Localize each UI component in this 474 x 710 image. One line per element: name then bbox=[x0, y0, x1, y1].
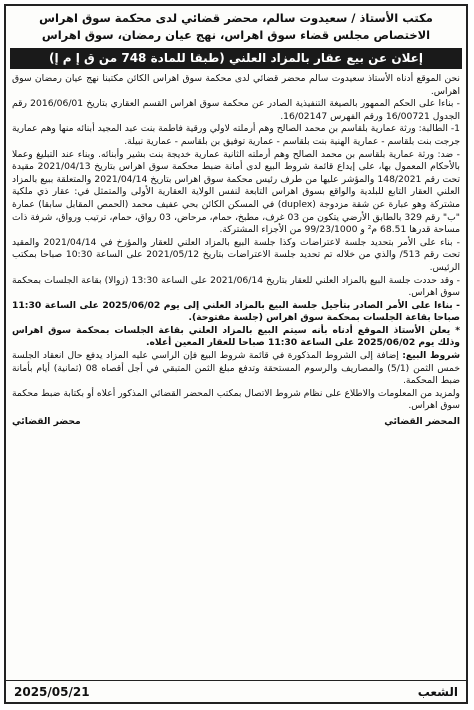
notice-title-banner: إعلان عن بيع عقار بالمزاد العلني (طبقا للمادة 748 من ق إ م إ) bbox=[10, 48, 462, 69]
signature-label: المحضر القضائي bbox=[384, 416, 460, 428]
sale-terms-label: شروط البيع: bbox=[402, 350, 460, 362]
judgment-paragraph: - بناءا على الحكم الممهور بالصيغة التنفيذية الصادر عن محكمة سوق اهراس القسم العقاري بتاريخ 2016/06/01 رقم الجدول 16/00721 ورقم الفهرس 16/02147. bbox=[12, 98, 460, 122]
signature-block bbox=[6, 413, 466, 428]
announcement-paragraph: * يعلن الأستاذ الموقع أدناه بأنه سيتم البيع بالمزاد العلني بقاعة الجلسات بمحكمة سوق اهراس وذلك يوم 2025/06/02 على الساعة 11:30 صباحا للعقار المعين أعلاه. bbox=[12, 324, 460, 349]
office-line: مكتب الأستاذ / سعيدوت سالم، محضر قضائي لدى محكمة سوق اهراس bbox=[39, 11, 433, 25]
notice-body bbox=[6, 73, 466, 413]
newspaper-name: الشعب bbox=[417, 684, 458, 699]
publication-date: 2025/05/21 bbox=[14, 684, 90, 699]
legal-notice bbox=[4, 4, 468, 704]
sale-terms-text: إضافة إلى الشروط المذكورة في قائمة شروط البيع فإن الراسي عليه المزاد يدفع حال انعقاد الجلسة خمس الثمن (5/1) والمصاريف والرسوم المستحقة وتدفع مبلغ الثمن المتبقي في أجل أقصاه 08 (ثمانية) أيام بأمانة ضبط المحكمة. bbox=[12, 350, 461, 387]
claimants-paragraph: 1- الطالبة: ورثة عمارية بلقاسم بن محمد الصالح وهم أرملته لاولي ورقية فاطمة بنت عبد المجيد أبنائه منها وهم عمارية جرجت بنت بلقاسم - عمارية الهنية بنت بلقاسم - عمارية توفيق بن بلقاسم - عمارية نبيلة. bbox=[12, 123, 460, 147]
intro-paragraph: نحن الموقع أدناه الأستاذ سعيدوت سالم محضر قضائي لدى محكمة سوق اهراس الكائن مكتبنا نهج عيان رمضان سوق اهراس. bbox=[12, 73, 460, 97]
sale-session-paragraph: - وقد حددت جلسة البيع بالمزاد العلني للعقار بتاريخ 2021/06/14 على الساعة 13:30 (زوالا) بقاعة الجلسات بمحكمة سوق اهراس. bbox=[12, 274, 460, 299]
jurisdiction-line: الاختصاص مجلس قضاء سوق اهراس، نهج عيان رمضان، سوق اهراس bbox=[41, 28, 431, 42]
info-paragraph: ولمزيد من المعلومات والاطلاع على نظام شروط الاتصال بمكتب المحضر القضائي المذكور أعلاه أو بكتابة ضبط محكمة سوق اهراس. bbox=[12, 387, 460, 412]
sale-terms bbox=[12, 350, 460, 388]
newspaper-footer bbox=[6, 680, 466, 702]
notice-header bbox=[6, 6, 466, 46]
signature-name: محضر القضائي bbox=[12, 416, 81, 428]
postponement-paragraph: - بناءا على الأمر الصادر بتأجيل جلسة البيع بالمزاد العلني إلى يوم 2025/06/02 على الساعة 11:30 صباحا بقاعة الجلسات بمحكمة سوق اهراس (جلسة مفتوحة). bbox=[12, 299, 460, 324]
property-paragraph: - ضد: ورثة عمارية بلقاسم بن محمد الصالح وهم أرملته الثانية عمارية خديجة بنت بشير وأبنائه. وبناء عند التبليغ وعملا بالأحكام المعمول بها، على إيداع قائمة شروط البيع لدى أمانة ضبط محكمة سوق اهراس بتاريخ 2021/04/13 مقيدة تحت رقم 148/2021 والمؤشر عليها من طرف رئيس محكمة سوق اهراس بتاريخ 2021/04/14 والمتعلقة ببيع بالمزاد العلني العقار التابع للبلدية والواقع بسوق اهراس التابعة لنفس الولاية العقارية الأولى والمتمثل في: عقار ذي ملكية مشتركة وهو عبارة عن شقة مزدوجة (duplex) في المسكن الكائن بحي عفيف محمد (الحمص المقابل سابقا) عمارة "ب" رقم 329 بالطابق الأرضي يتكون من 03 غرف، مطبخ، حمام، مرحاض، 03 رواق، حمام، ترتيب ورواق، شرفة ذات مساحة قدرها 68.51 م² و 99/23/1000 من الأجزاء المشتركة. bbox=[12, 148, 461, 236]
objections-paragraph: - بناء على الأمر بتحديد جلسة لاعتراضات وكذا جلسة البيع بالمزاد العلني للعقار والمؤرخ في 2021/04/14 والمقيد تحت رقم 513/ والذي من خلاله تم تحديد جلسة الاعتراضات بتاريخ 2021/05/12 على الساعة 10:30 صباحا بمكتب الرئيس. bbox=[12, 236, 460, 273]
